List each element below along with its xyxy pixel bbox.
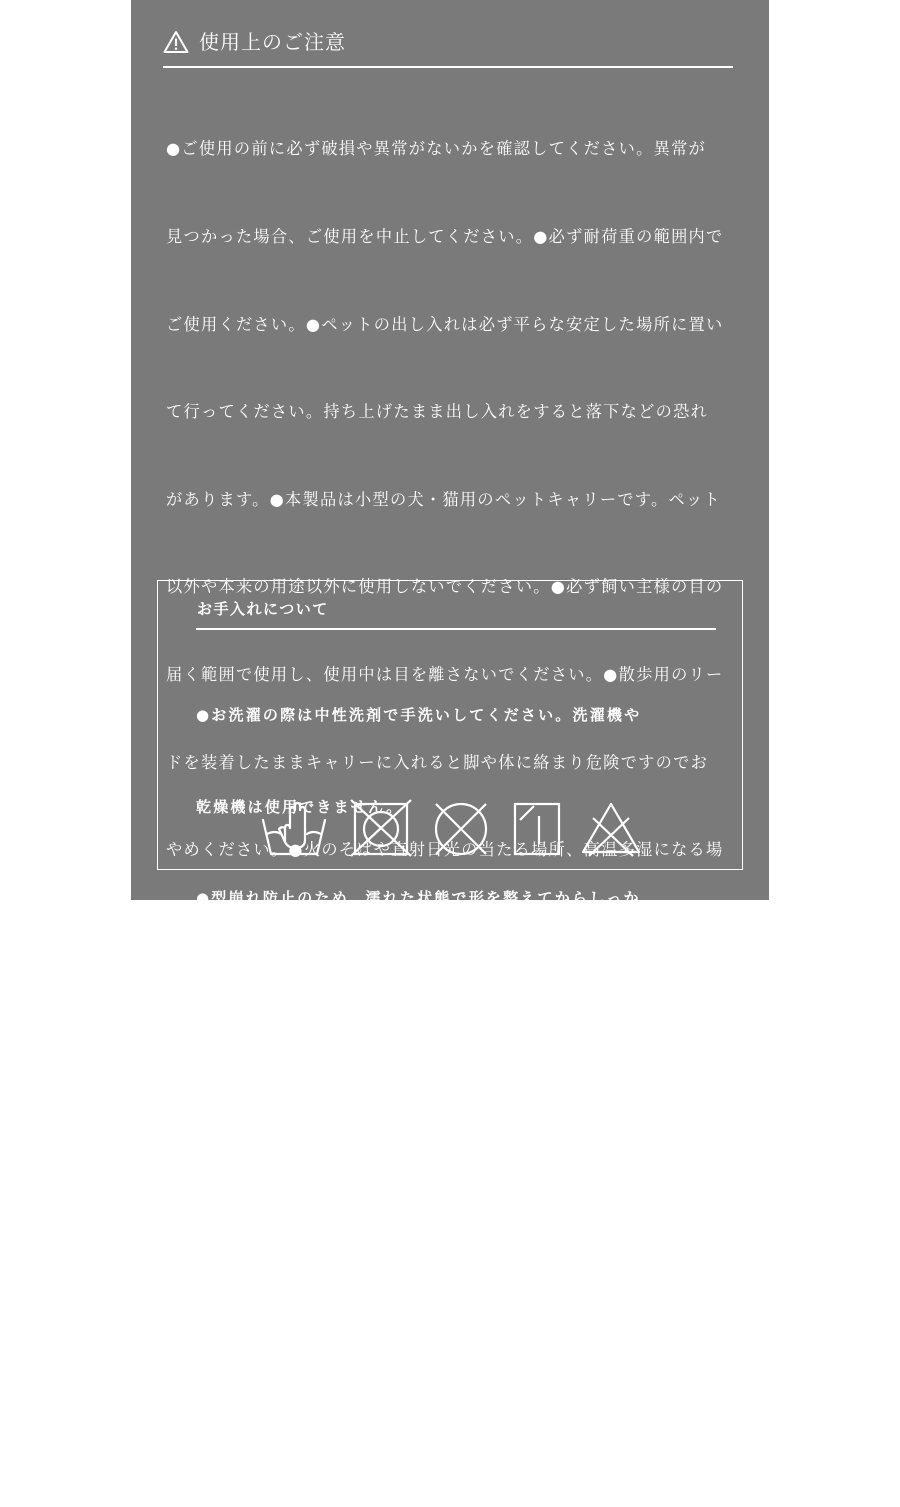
- no-dry-clean-icon: [428, 798, 494, 858]
- caution-line: があります。●本製品は小型の犬・猫用のペットキャリーです。ペット: [166, 489, 721, 509]
- caution-line: ご使用ください。●ペットの出し入れは必ず平らな安定した場所に置い: [166, 314, 724, 334]
- care-title: お手入れについて: [197, 600, 329, 618]
- caution-line: から持ち運んでください。●移動の際はペットの体調に注意してくださ: [166, 1190, 724, 1210]
- no-bleach-icon: [578, 798, 644, 858]
- caution-divider: [163, 66, 733, 68]
- caution-line: 以外や本来の用途以外に使用しないでください。●必ず飼い主様の目の: [166, 577, 724, 597]
- care-line: ※色落ちや色移りする場合がありますのでご注意ください。: [196, 1072, 660, 1090]
- caution-line: やめください。●火のそばや直射日光の当たる場所、高温多湿になる場: [166, 840, 724, 860]
- caution-line: ドを装着したままキャリーに入れると脚や体に絡まり危険ですのでお: [166, 752, 709, 772]
- caution-line: 見つかった場合、ご使用を中止してください。●必ず耐荷重の範囲内で: [166, 227, 724, 247]
- caution-line: い。特に夏場や車内で使用する際は熱中症に注意してください。●製品: [166, 1278, 724, 1298]
- care-line: ●型崩れ防止のため、濡れた状態で形を整えてからしっか: [196, 889, 641, 907]
- no-tumble-dry-icon: [348, 798, 414, 858]
- caution-line: 所に置かないでください。●本製品を踏んだり、重いものを載せたりし: [166, 927, 724, 947]
- care-divider: [196, 628, 716, 630]
- caution-line: ないでください。怪我や破損の原因となる恐れがあります。●飛び出し: [166, 1015, 723, 1035]
- line-dry-icon: [504, 798, 570, 858]
- caution-line: て行ってください。持ち上げたまま出し入れをすると落下などの恐れ: [166, 402, 709, 422]
- caution-line: 届く範囲で使用し、使用中は目を離さないでください。●散歩用のリー: [166, 665, 724, 685]
- caution-line: の仕様、デザイン、および本書の内容は予告なく変更する場合がござ: [166, 1365, 706, 1385]
- caution-header: [163, 28, 733, 68]
- warning-triangle-icon: [163, 30, 189, 54]
- caution-line: ●ご使用の前に必ず破損や異常がないかを確認してください。異常が: [166, 139, 707, 159]
- caution-line: いますので、ご了承ください。: [166, 1453, 411, 1473]
- care-text: [196, 639, 736, 1127]
- care-line: 乾燥機は使用できません。: [196, 797, 404, 816]
- care-line: ●お洗濯の際は中性洗剤で手洗いしてください。洗濯機や: [196, 706, 642, 724]
- care-line: りと乾燥させてください。: [196, 980, 403, 999]
- caution-title: 使用上のご注意: [199, 30, 346, 54]
- caution-line: 防止ベルトを装着し、ジッパーがしっかり閉じていることを確認して: [166, 1103, 709, 1123]
- hand-wash-icon: [261, 798, 327, 858]
